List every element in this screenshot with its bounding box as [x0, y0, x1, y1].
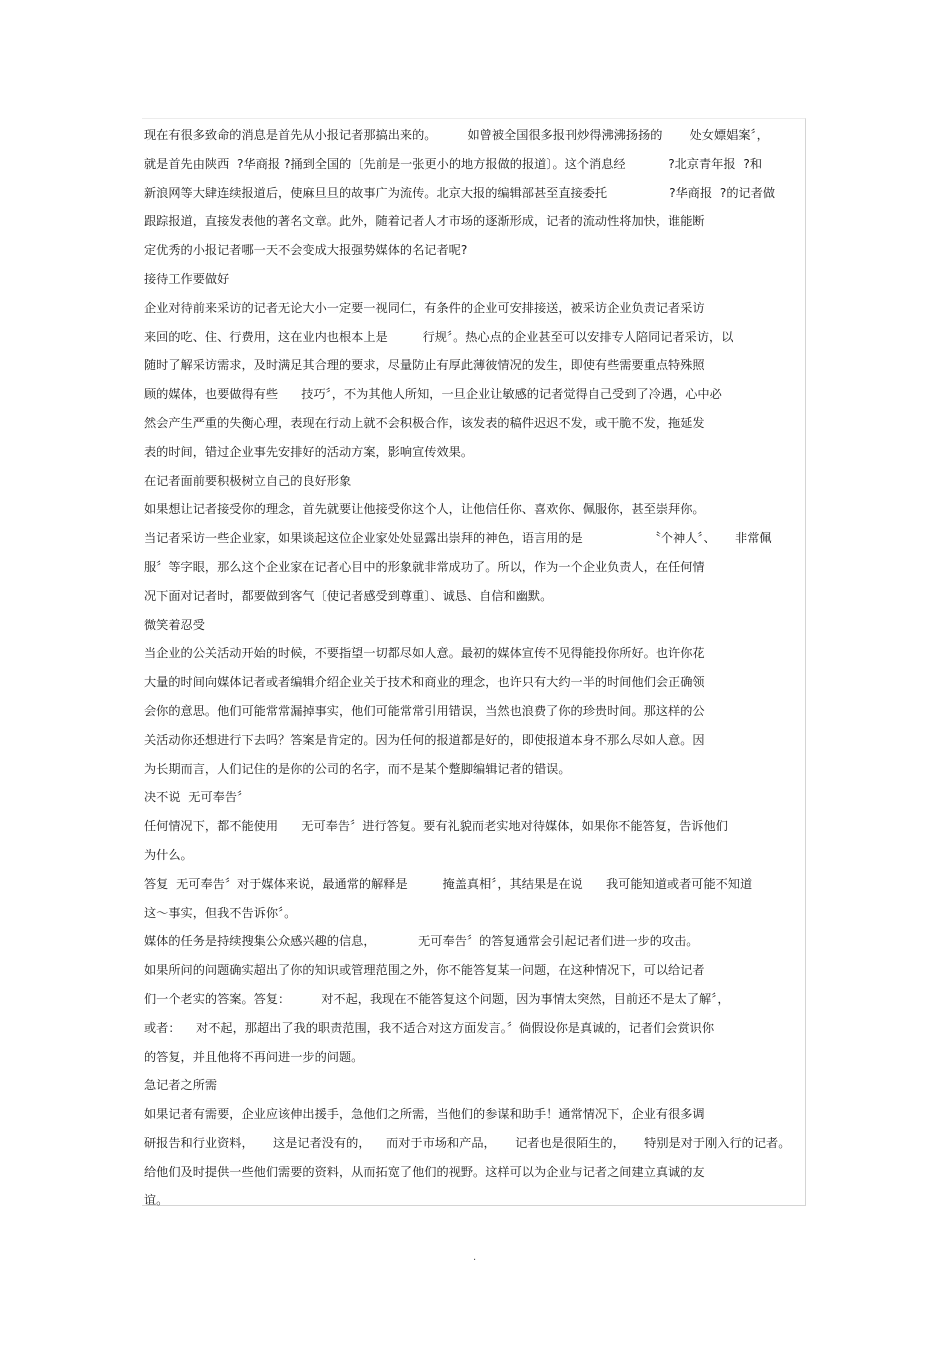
text-line-1: 现在有很多致命的消息是首先从小报记者那搞出来的。 如曾被全国很多报刊炒得沸沸扬扬的 处女嫖娼案〞， [144, 128, 769, 142]
page-footer-mark: . [473, 1252, 477, 1263]
text-line-23: 为长期而言，人们记住的是你的公司的名字，而不是某个蹩脚编辑记者的错误。 [144, 761, 571, 776]
text-line-17: 况下面对记者时，都要做到客气〔使记者感受到尊重〕、诚恳、自信和幽默。 [144, 588, 553, 603]
section-heading-needs: 急记者之所需 [144, 1078, 218, 1093]
text-line-28: 这～事实，但我不告诉你〞。 [144, 905, 297, 920]
text-line-11: 然会产生严重的失衡心理，表现在行动上就不会积极合作，该发表的稿件迟迟不发，或干脆不发，拖延发 [144, 415, 705, 430]
text-line-27: 答复 无可奉告〞对于媒体来说，最通常的解释是 掩盖真相〞，其结果是在说 我可能知道或者可能不知道 [144, 876, 753, 891]
text-line-10: 顾的媒体，也要做得有些 技巧〞，不为其他人所知，一旦企业让敏感的记者觉得自己受到了冷遇，心中必 [144, 387, 722, 402]
text-line-33: 的答复，并且他将不再问进一步的问题。 [144, 1049, 364, 1064]
text-line-25: 任何情况下，都不能使用 无可奉告〞进行答复。要有礼貌而老实地对待媒体，如果你不能答复，告诉他们 [144, 819, 728, 834]
text-line-15: 当记者采访一些企业家，如果谈起这位企业家处处显露出崇拜的神色，语言用的是 〝个神人〞、 非常佩 [144, 531, 772, 546]
text-line-21: 会你的意思。他们可能常常漏掉事实，他们可能常常引用错误，当然也浪费了你的珍贵时间。那这样的公 [144, 703, 705, 718]
text-line-30: 如果所问的问题确实超出了你的知识或管理范围之外，你不能答复某一问题，在这种情况下，可以给记者 [144, 963, 705, 978]
text-line-7: 企业对待前来采访的记者无论大小一定要一视同仁，有条件的企业可安排接送，被采访企业负责记者采访 [144, 300, 705, 315]
text-line-16: 服〞等字眼，那么这个企业家在记者心目中的形象就非常成功了。所以，作为一个企业负责人，在任何情 [144, 559, 705, 574]
text-line-3: 新浪网等大肆连续报道后，使麻旦旦的故事广为流传。北京大报的编辑部甚至直接委托 ?华商报 ?的记者做 [144, 185, 776, 200]
text-line-26: 为什么。 [144, 847, 193, 862]
text-line-2: 就是首先由陕西 ?华商报 ?捅到全国的〔先前是一张更小的地方报做的报道〕。这个消息经 ?北京青年报 ?和 [144, 156, 763, 171]
document-body [144, 121, 806, 1215]
text-line-37: 给他们及时提供一些他们需要的资料，从而拓宽了他们的视野。这样可以为企业与记者之间建立真诚的友 [144, 1164, 705, 1179]
text-line-4: 跟踪报道，直接发表他的著名文章。此外，随着记者人才市场的逐渐形成，记者的流动性将加快，谁能断 [144, 214, 705, 229]
text-line-35: 如果记者有需要，企业应该伸出援手，急他们之所需，当他们的参谋和助手！通常情况下，企业有很多调 [144, 1107, 705, 1122]
text-line-36: 研报告和行业资料， 这是记者没有的， 而对于市场和产品， 记者也是很陌生的， 特别是对于刚入行的记者。 [144, 1135, 791, 1150]
text-line-19: 当企业的公关活动开始的时候，不要指望一切都尽如人意。最初的媒体宣传不见得能投你所好。也许你花 [144, 646, 705, 661]
text-line-31: 们一个老实的答案。答复： 对不起，我现在不能答复这个问题，因为事情太突然，目前还不是太了解〞， [144, 991, 730, 1006]
section-heading-no-comment: 决不说 无可奉告〞 [144, 790, 250, 805]
text-line-14: 如果想让记者接受你的理念，首先就要让他接受你这个人，让他信任你、喜欢你、佩服你，甚至崇拜你。 [144, 502, 705, 517]
text-line-38: 谊。 [144, 1193, 169, 1208]
text-line-22: 关活动你还想进行下去吗？答案是肯定的。因为任何的报道都是好的，即使报道本身不那么尽如人意。因 [144, 732, 705, 747]
text-line-9: 随时了解采访需求，及时满足其合理的要求，尽量防止有厚此薄彼情况的发生，即使有些需要重点特殊照 [144, 358, 705, 373]
text-line-12: 表的时间，错过企业事先安排好的活动方案，影响宣传效果。 [144, 444, 474, 459]
text-line-8: 来回的吃、住、行费用，这在业内也根本上是 行规〞。热心点的企业甚至可以安排专人陪同记者采访，以 [144, 329, 734, 344]
text-line-5: 定优秀的小报记者哪一天不会变成大报强势媒体的名记者呢? [144, 243, 468, 258]
section-heading-smile: 微笑着忍受 [144, 617, 205, 632]
text-line-20: 大量的时间向媒体记者或者编辑介绍企业关于技术和商业的理念，也许只有大约一半的时间他们会正确领 [144, 675, 705, 690]
section-heading-reception: 接待工作要做好 [144, 271, 230, 286]
section-heading-image: 在记者面前要积极树立自己的良好形象 [144, 473, 352, 488]
text-line-32: 或者： 对不起，那超出了我的职责范围，我不适合对这方面发言。〞倘假设你是真诚的，记者们会赏识你 [144, 1020, 715, 1035]
text-line-29: 媒体的任务是持续搜集公众感兴趣的信息， 无可奉告〞的答复通常会引起记者们进一步的攻击。 [144, 934, 699, 949]
